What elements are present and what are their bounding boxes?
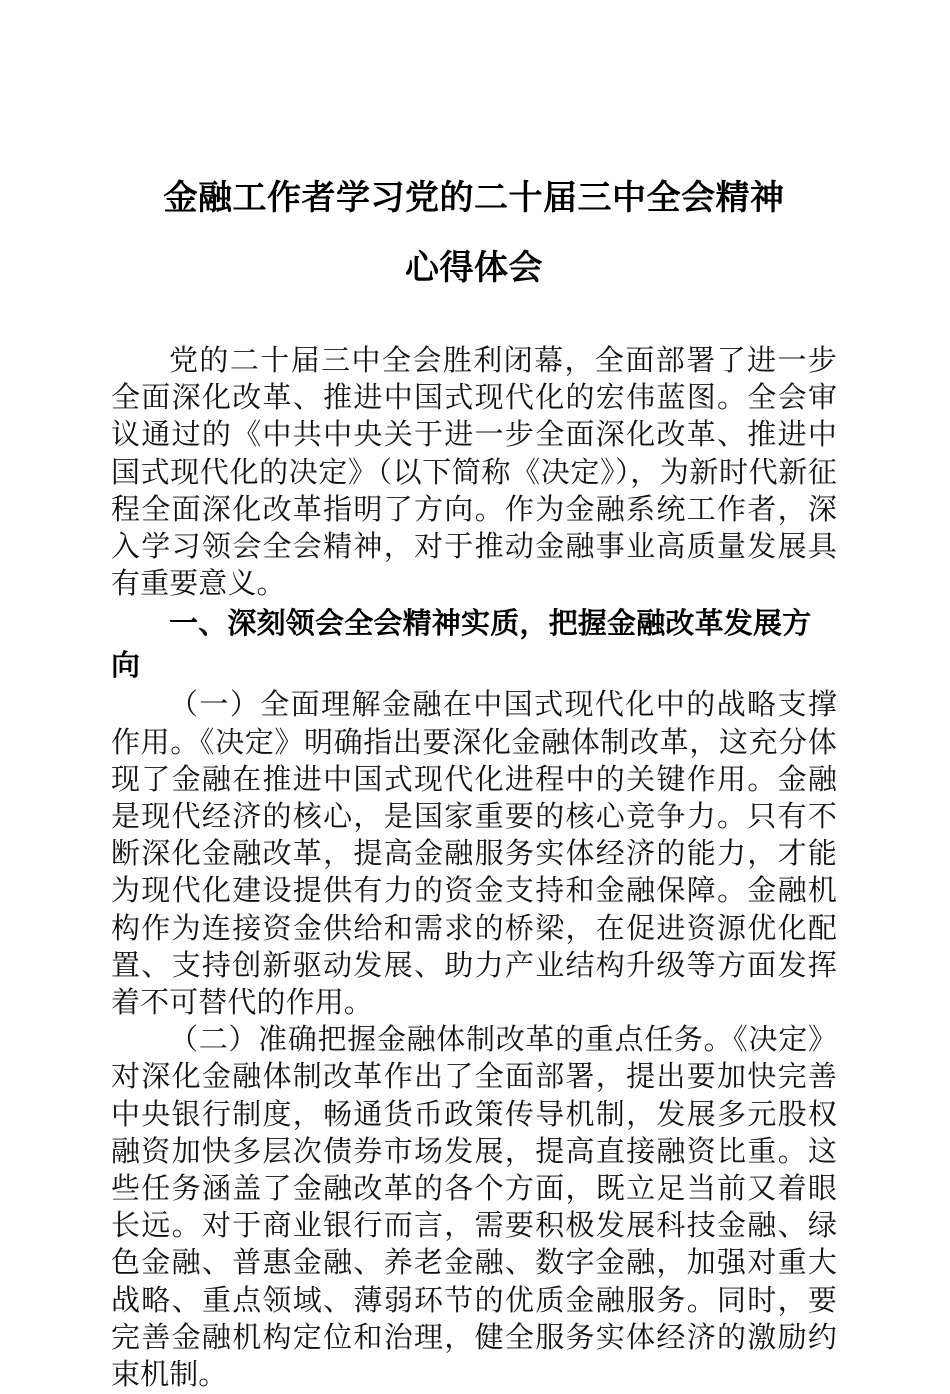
page-title [111, 0, 837, 303]
document-body [111, 343, 837, 1394]
paragraph-section-1-sub-2: （二）准确把握金融体制改革的重点任务。《决定》对深化金融体制改革作出了全面部署，提出要加快完善中央银行制度，畅通货币政策传导机制，发展多元股权融资加快多层次债券市场发展，提高直接融资比重。这些任务涵盖了金融改革的各个方面，既立足当前又着眼长远。对于商业银行而言，需要积极发展科技金融、绿色金融、普惠金融、养老金融、数字金融，加强对重大战略、重点领域、薄弱环节的优质金融服务。同时，要完善金融机构定位和治理，健全服务实体经济的激励约束机制。 [111, 1024, 837, 1392]
section-heading-1: 一、深刻领会全会精神实质，把握金融改革发展方向 [111, 608, 812, 683]
paragraph-intro: 党的二十届三中全会胜利闭幕，全面部署了进一步全面深化改革、推进中国式现代化的宏伟蓝图。全会审议通过的《中共中央关于进一步全面深化改革、推进中国式现代化的决定》（以下简称《决定》），为新时代新征程全面深化改革指明了方向。作为金融系统工作者，深入学习领会全会精神，对于推动金融事业高质量发展具有重要意义。 [111, 345, 837, 601]
document-content [111, 0, 837, 1394]
page-title-line-1: 金融工作者学习党的二十届三中全会精神 [163, 179, 785, 217]
page-title-line-2: 心得体会 [405, 249, 543, 287]
paragraph-section-1-sub-1: （一）全面理解金融在中国式现代化中的战略支撑作用。《决定》明确指出要深化金融体制改革，这充分体现了金融在推进中国式现代化进程中的关键作用。金融是现代经济的核心，是国家重要的核心竞争力。只有不断深化金融改革，提高金融服务实体经济的能力，才能为现代化建设提供有力的资金支持和金融保障。金融机构作为连接资金供给和需求的桥梁，在促进资源优化配置、支持创新驱动发展、助力产业结构升级等方面发挥着不可替代的作用。 [111, 689, 837, 1020]
